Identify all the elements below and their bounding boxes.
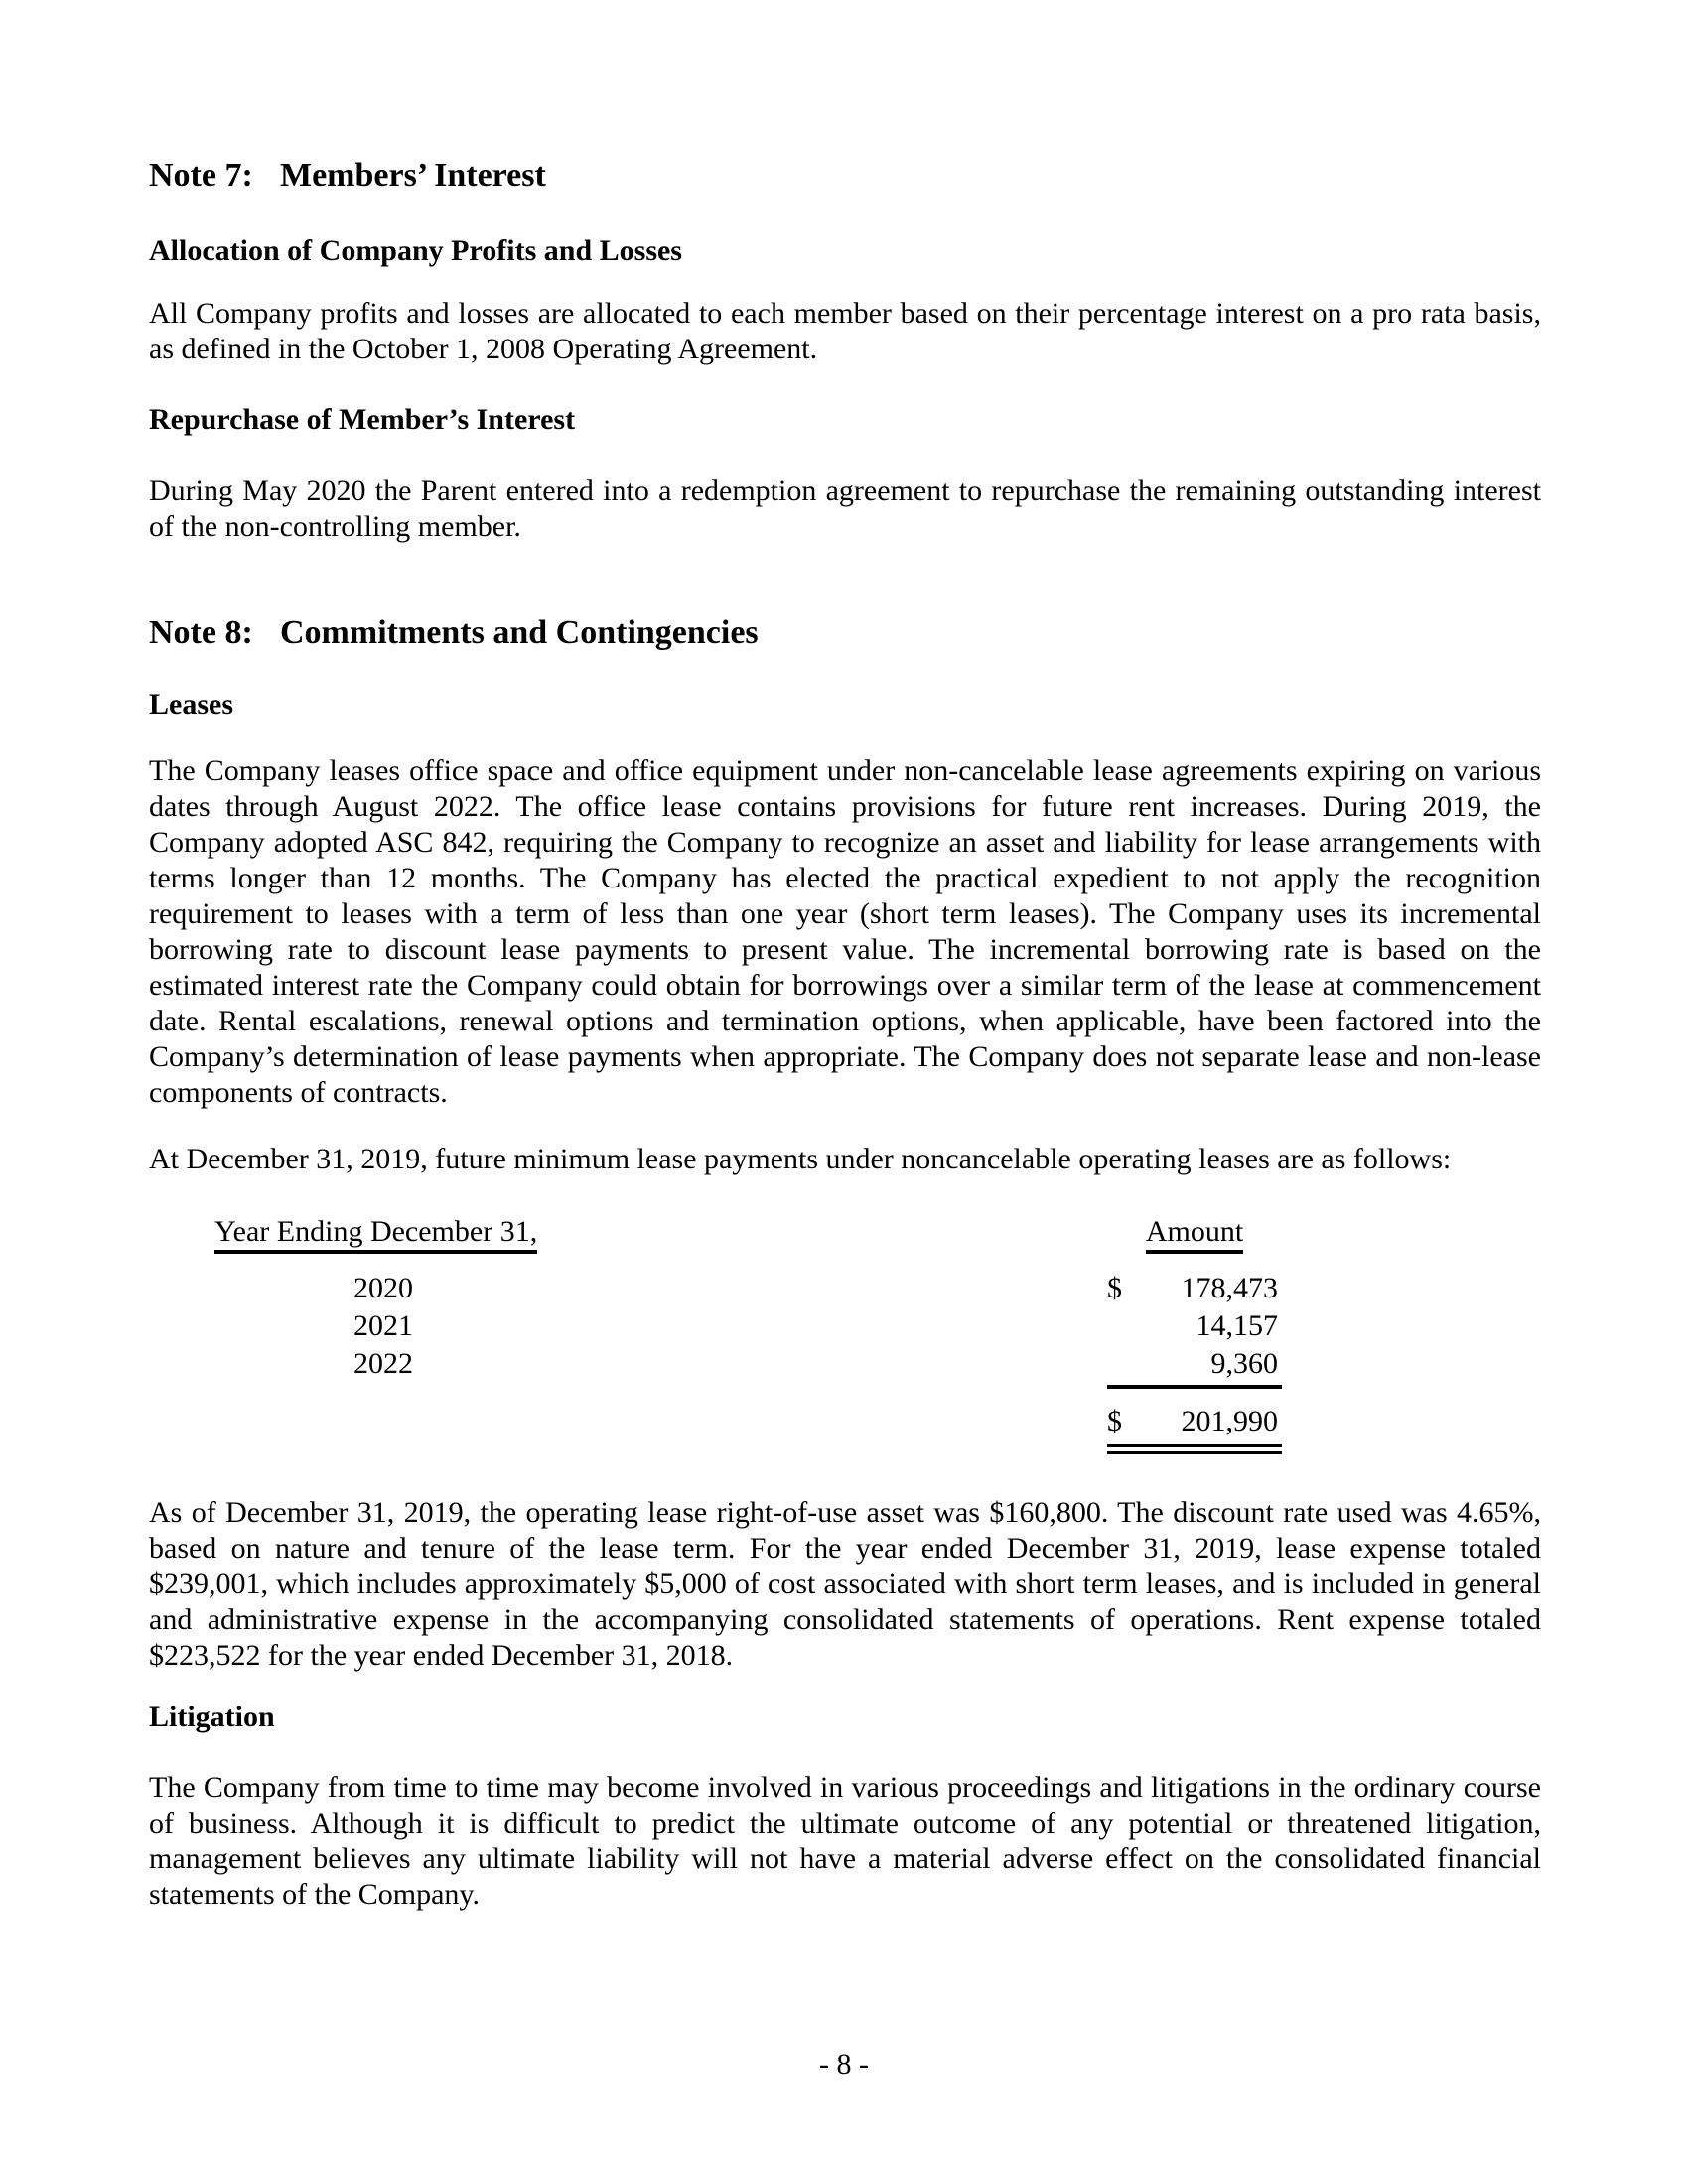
year-cell: 2020 [353,1272,413,1304]
litigation-heading: Litigation [149,1701,275,1733]
leases-heading: Leases [149,688,233,721]
allocation-heading: Allocation of Company Profits and Losses [149,234,682,267]
repurchase-heading: Repurchase of Member’s Interest [149,403,576,436]
table-row [149,1307,1541,1345]
currency-symbol: $ [1107,1405,1122,1437]
note8-heading-number: Note 8: [149,614,253,651]
lease-payments-intro: At December 31, 2019, future minimum lease payments under noncancelable operating leases are as follows: [149,1143,1452,1175]
year-cell: 2022 [353,1347,413,1380]
note7-heading-number: Note 7: [149,157,253,194]
leases-paragraph: The Company leases office space and office equipment under non-cancelable lease agreements expiring on various dates through August 2022. The office lease contains provisions for future rent increases. During 2019, the Company adopted ASC 842, requiring the Company to recognize an asset and liability for lease arrangements with terms longer than 12 months. The Company has elected the practical expedient to not apply the recognition requirement to leases with a term of less than one year (short term leases). The Company uses its incremental borrowing rate to discount lease payments to present value. The incremental borrowing rate is based on the estimated interest rate the Company could obtain for borrowings over a similar term of the lease at commencement date. Rental escalations, renewal options and termination options, when applicable, have been factored into the Company’s determination of lease payments when appropriate. The Company does not separate lease and non-lease components of contracts. [149,754,1541,1109]
currency-symbol: $ [1107,1272,1122,1304]
lease-table-year-header: Year Ending December 31, [214,1214,552,1250]
table-row [149,1270,1541,1307]
lease-payments-table [149,1214,1541,1454]
amount-cell [1107,1307,1282,1345]
amount-value: 178,473 [1181,1272,1278,1304]
table-row [149,1345,1541,1389]
total-amount-cell [1107,1403,1282,1454]
note7-heading-title: Members’ Interest [280,157,546,194]
amount-cell-subtotal-rule [1107,1345,1282,1389]
note8-heading-title: Commitments and Contingencies [280,614,759,651]
lease-table-amount-header: Amount [1107,1214,1282,1256]
year-cell: 2021 [353,1309,413,1342]
table-total-row [149,1403,1541,1454]
note7-heading [149,157,1541,195]
right-of-use-paragraph: As of December 31, 2019, the operating lease right-of-use asset was $160,800. The discount rate used was 4.65%, based on nature and tenure of the lease term. For the year ended December 31, 2019, lease expense totaled $239,001, which includes approximately $5,000 of cost associated with short term leases, and is included in general and administrative expense in the accompanying consolidated statements of operations. Rent expense totaled $223,522 for the year ended December 31, 2018. [149,1496,1541,1672]
repurchase-paragraph: During May 2020 the Parent entered into a redemption agreement to repurchase the remaining outstanding interest of the non-controlling member. [149,475,1541,543]
amount-value: 14,157 [1196,1309,1278,1342]
page-number: - 8 - [819,2048,869,2081]
allocation-paragraph: All Company profits and losses are allocated to each member based on their percentage interest on a pro rata basis, as defined in the October 1, 2008 Operating Agreement. [149,297,1541,365]
amount-cell [1107,1270,1282,1307]
note8-heading [149,614,1541,652]
total-amount-value: 201,990 [1181,1405,1278,1437]
litigation-paragraph: The Company from time to time may become involved in various proceedings and litigations in the ordinary course of business. Although it is difficult to predict the ultimate outcome of any potential or threatened litigation, management believes any ultimate liability will not have a material adverse effect on the consolidated financial statements of the Company. [149,1771,1541,1911]
amount-value: 9,360 [1210,1347,1278,1380]
lease-table-header-row [149,1214,1541,1256]
